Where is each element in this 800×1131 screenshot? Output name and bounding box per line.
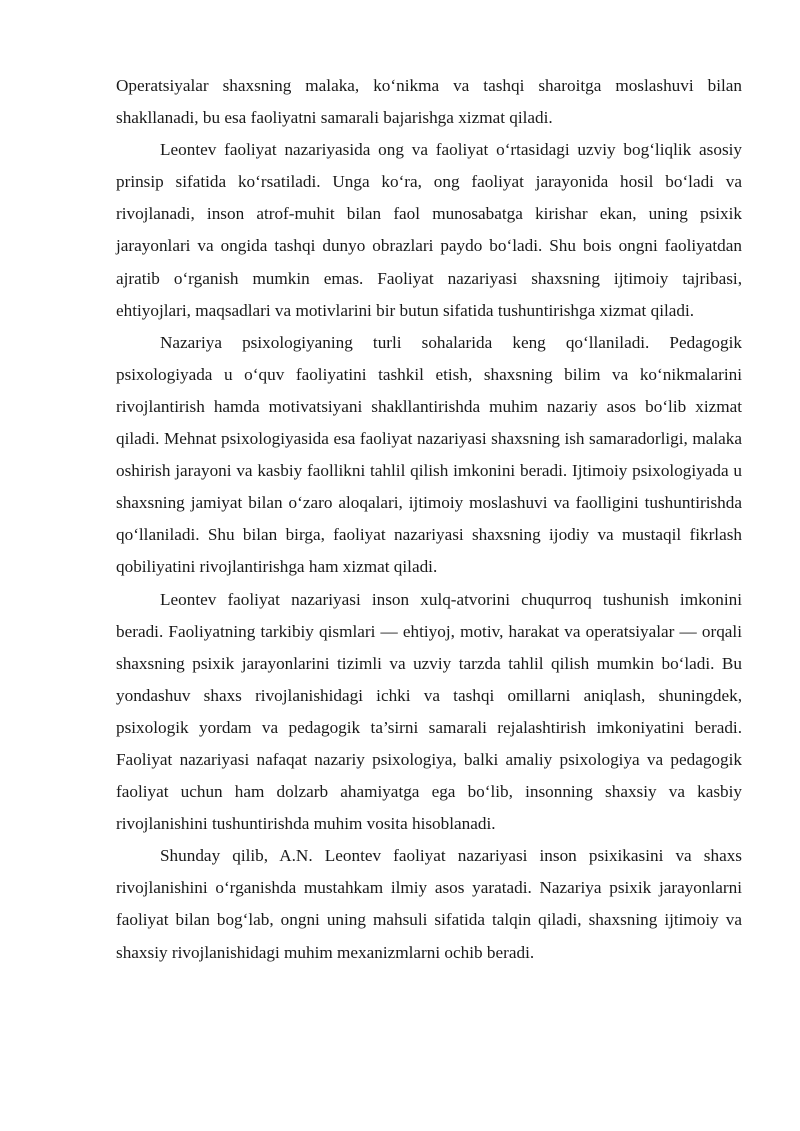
paragraph-behavior-understanding: Leontev faoliyat nazariyasi inson xulq-atvorini chuqurroq tushunish imkonini beradi. Faoliyatning tarkibiy qismlari — ehtiyoj, motiv, harakat va operatsiyalar — orqali shaxsning psixik jarayonlarini tizimli va uzviy tarzda tahlil qilish mumkin bo‘ladi. Bu yondashuv shaxs rivojlanishidagi ichki va tashqi omillarni aniqlash, shuningdek, psixologik yordam va pedagogik ta’sirni samarali rejalashtirish imkoniyatini beradi. Faoliyat nazariyasi nafaqat nazariy psixologiya, balki amaliy psixologiya va pedagogik faoliyat uchun ham dolzarb ahamiyatga ega bo‘lib, insonning shaxsiy va kasbiy rivojlanishini tushuntirishda muhim vosita hisoblanadi. xyxy=(116,589,742,834)
paragraph-operations-continuation: Operatsiyalar shaxsning malaka, ko‘nikma va tashqi sharoitga moslashuvi bilan shakllanadi, bu esa faoliyatni samarali bajarishga xizmat qiladi. xyxy=(116,76,742,128)
document-page xyxy=(116,70,742,969)
paragraph-consciousness-activity: Leontev faoliyat nazariyasida ong va faoliyat o‘rtasidagi uzviy bog‘liqlik asosiy prinsip sifatida ko‘rsatiladi. Unga ko‘ra, ong faoliyat jarayonida hosil bo‘ladi va rivojlanadi, inson atrof-muhit bilan faol munosabatga kirishar ekan, uning psixik jarayonlari va ongida tashqi dunyo obrazlari paydo bo‘ladi. Shu bois ongni faoliyatdan ajratib o‘rganish mumkin emas. Faoliyat nazariyasi shaxsning ijtimoiy tajribasi, ehtiyojlari, maqsadlari va motivlarini bir butun sifatida tushuntirishga xizmat qiladi. xyxy=(116,140,742,320)
paragraph-conclusion: Shunday qilib, A.N. Leontev faoliyat nazariyasi inson psixikasini va shaxs rivojlanishini o‘rganishda mustahkam ilmiy asos yaratadi. Nazariya psixik jarayonlarni faoliyat bilan bog‘lab, ongni uning mahsuli sifatida talqin qiladi, shaxsning ijtimoiy va shaxsiy rivojlanishidagi muhim mexanizmlarni ochib beradi. xyxy=(116,846,742,962)
paragraph-applications: Nazariya psixologiyaning turli sohalarida keng qo‘llaniladi. Pedagogik psixologiyada u o‘quv faoliyatini tashkil etish, shaxsning bilim va ko‘nikmalarini rivojlantirish hamda motivatsiyani shakllantirishda muhim nazariy asos bo‘lib xizmat qiladi. Mehnat psixologiyasida esa faoliyat nazariyasi shaxsning ish samaradorligi, malaka oshirish jarayoni va kasbiy faollikni tahlil qilish imkonini beradi. Ijtimoiy psixologiyada u shaxsning jamiyat bilan o‘zaro aloqalari, ijtimoiy moslashuvi va faolligini tushuntirishda qo‘llaniladi. Shu bilan birga, faoliyat nazariyasi shaxsning ijodiy va mustaqil fikrlash qobiliyatini rivojlantirishga ham xizmat qiladi. xyxy=(116,332,742,577)
